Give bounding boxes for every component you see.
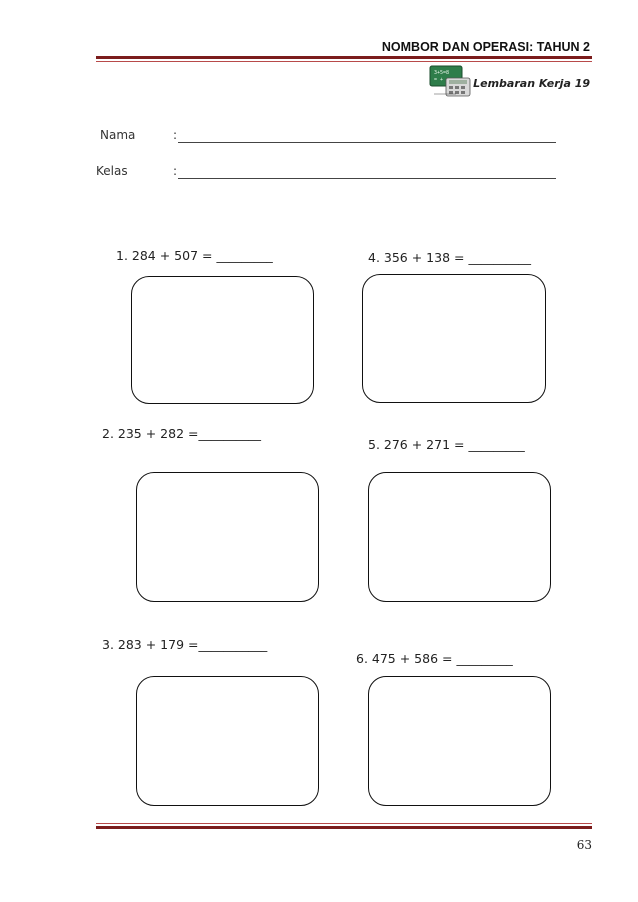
answer-box-1[interactable]	[131, 276, 314, 404]
svg-text:3+5=8: 3+5=8	[434, 70, 450, 76]
problem-4: 4. 356 + 138 = __________	[368, 250, 531, 265]
page-number: 63	[576, 838, 592, 852]
answer-box-4[interactable]	[362, 274, 546, 403]
answer-box-3[interactable]	[136, 676, 319, 806]
problem-2: 2. 235 + 282 =__________	[102, 426, 261, 441]
svg-text:= +: = +	[434, 77, 444, 83]
calculator-icon	[428, 64, 474, 100]
name-separator: :	[173, 128, 178, 142]
class-field[interactable]	[178, 178, 556, 179]
problem-3: 3. 283 + 179 =___________	[102, 637, 268, 652]
problem-1: 1. 284 + 507 = _________	[116, 248, 273, 263]
header-rule-thick	[96, 56, 592, 59]
problem-5: 5. 276 + 271 = _________	[368, 437, 525, 452]
class-label: Kelas	[96, 164, 128, 178]
header-rule-thin	[96, 61, 592, 62]
page-header-title: NOMBOR DAN OPERASI: TAHUN 2	[381, 40, 590, 54]
answer-box-2[interactable]	[136, 472, 319, 602]
class-separator: :	[173, 164, 178, 178]
worksheet-label: Lembaran Kerja 19	[473, 77, 590, 90]
footer-rule-thin	[96, 823, 592, 824]
name-field[interactable]	[178, 142, 556, 143]
problem-6: 6. 475 + 586 = _________	[356, 651, 513, 666]
footer-rule-thick	[96, 826, 592, 829]
answer-box-6[interactable]	[368, 676, 551, 806]
name-label: Nama	[100, 128, 136, 142]
answer-box-5[interactable]	[368, 472, 551, 602]
